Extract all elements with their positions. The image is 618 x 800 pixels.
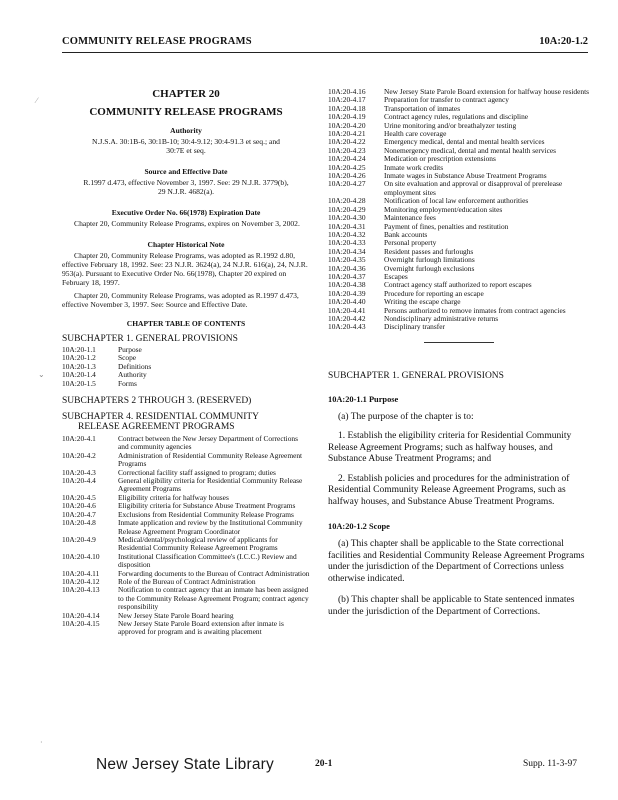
historical-note-p1: Chapter 20, Community Release Programs, was adopted as R.1992 d.80, effective February 18, 1992. See: 23 N.J.R. 3624(a), 24 N.J.R. 616(a), 24, N.J.R. 953(a). Pursuant to Executive Order No. 66(1978), Chapter 20 expired on February 18, 1997. [62, 251, 308, 287]
toc-section-title: Nondisciplinary administrative returns [384, 313, 499, 323]
margin-mark: ⌄ [38, 370, 45, 379]
chapter-title: COMMUNITY RELEASE PROGRAMS [89, 106, 283, 118]
toc-section-number: 10A:20-4.25 [328, 162, 366, 172]
historical-note-heading: Chapter Historical Note [147, 240, 225, 249]
authority-text: N.J.S.A. 30:1B-6, 30:1B-10; 30:4-9.12; 30:4-91.3 et seq.; and 30:7E et seq. [92, 137, 280, 155]
header-code: 10A:20-1.2 [539, 36, 588, 47]
toc-section-title: Institutional Classification Committee's (I.C.C.) Review and disposition [118, 551, 297, 570]
toc-section-number: 10A:20-4.31 [328, 221, 366, 231]
supplement-date: Supp. 11-3-97 [523, 759, 578, 769]
toc-section-title: Medication or prescription extensions [384, 154, 496, 164]
toc-section-title: Transportation of inmates [384, 103, 461, 113]
toc-section-title: General eligibility criteria for Residential Community Release Agreement Programs [118, 476, 303, 494]
toc-section-number: 10A:20-4.34 [328, 246, 366, 256]
toc-section-title: Resident passes and furloughs [384, 246, 474, 256]
toc-section-number: 10A:20-4.10 [62, 551, 100, 561]
section-1-1-item-2: 2. Establish policies and procedures for the administration of Residential Community Release Agreement Programs, such as halfway houses, and Substance Abuse Treatment Programs. [328, 473, 570, 507]
toc-section-number: 10A:20-4.41 [328, 305, 366, 315]
subchapter-1-list [62, 346, 310, 388]
toc-section-number: 10A:20-4.26 [328, 171, 366, 181]
toc-section-title: Forms [118, 378, 137, 388]
exec-order-text: Chapter 20, Community Release Programs, expires on November 3, 2002. [74, 219, 300, 228]
toc-section-number: 10A:20-4.20 [328, 120, 366, 130]
toc-section-title: Procedure for reporting an escape [384, 288, 484, 298]
subchapter-4-list [62, 435, 310, 637]
source-heading: Source and Effective Date [144, 167, 228, 176]
toc-section-number: 10A:20-4.18 [328, 103, 366, 113]
toc-section-number: 10A:20-4.36 [328, 263, 366, 273]
toc-section-title: New Jersey State Parole Board extension after inmate is approved for program and is awaiting placement [118, 618, 284, 637]
toc-section-number: 10A:20-4.39 [328, 288, 366, 298]
toc-heading: CHAPTER TABLE OF CONTENTS [126, 319, 246, 328]
toc-section-number: 10A:20-4.22 [328, 137, 366, 147]
toc-section-title: Nonemergency medical, dental and mental health services [384, 145, 557, 155]
toc-section-title: Scope [118, 353, 137, 363]
toc-section-number: 10A:20-4.21 [328, 129, 366, 139]
section-1-2-heading: 10A:20-1.2 Scope [328, 522, 390, 532]
subchapter-1-title: SUBCHAPTER 1. GENERAL PROVISIONS [328, 370, 504, 381]
toc-section-number: 10A:20-4.40 [328, 297, 366, 307]
toc-section-number: 10A:20-4.32 [328, 229, 366, 239]
subchapter-4-list-continued [328, 88, 590, 332]
margin-mark: · [40, 738, 43, 747]
section-1-2-b: (b) This chapter shall be applicable to State sentenced inmates under the jurisdiction of the Department of Corrections. [328, 595, 575, 617]
toc-section-title: New Jersey State Parole Board hearing [118, 610, 234, 620]
chapter-number: CHAPTER 20 [152, 88, 220, 100]
source-text: R.1997 d.473, effective November 3, 1997. See: 29 N.J.R. 3779(b), 29 N.J.R. 4682(a). [83, 178, 289, 196]
toc-section-number: 10A:20-4.23 [328, 145, 366, 155]
historical-note-p2: Chapter 20, Community Release Programs, was adopted as R.1997 d.473, effective November 3, 1997. See: Source and Effective Date. [62, 291, 299, 309]
toc-section-number: 10A:20-4.43 [328, 322, 366, 332]
toc-section-title: Maintenance fees [384, 213, 436, 223]
section-1-1-a: (a) The purpose of the chapter is to: [338, 411, 474, 422]
toc-section-title: Writing the escape charge [384, 297, 461, 307]
toc-section-number: 10A:20-4.12 [62, 576, 100, 586]
toc-section-number: 10A:20-4.19 [328, 112, 366, 122]
toc-section-number: 10A:20-4.29 [328, 204, 366, 214]
page-number: 20-1 [315, 759, 333, 769]
toc-section-title: Disciplinary transfer [384, 322, 445, 332]
section-1-1-item-1: 1. Establish the eligibility criteria for Residential Community Release Agreement Programs; such as halfway houses, and Substance Abuse Treatment Programs; and [328, 431, 572, 465]
toc-section-title: Overnight furlough exclusions [384, 263, 475, 273]
toc-section-title: Purpose [118, 345, 142, 354]
right-column [328, 88, 590, 618]
toc-section-number: 10A:20-1.2 [62, 353, 96, 363]
toc-section-number: 10A:20-4.5 [62, 492, 96, 502]
toc-section-title: Escapes [384, 271, 408, 281]
toc-section-number: 10A:20-4.16 [328, 87, 366, 96]
margin-mark: ⁄ [36, 96, 38, 105]
toc-section-title: Payment of fines, penalties and restitution [384, 221, 509, 231]
toc-section-title: Persons authorized to remove inmates from contract agencies [384, 305, 566, 315]
toc-section-number: 10A:20-4.27 [328, 179, 366, 189]
section-1-1-heading: 10A:20-1.1 Purpose [328, 394, 399, 404]
toc-section-number: 10A:20-1.4 [62, 370, 96, 380]
toc-section-title: Eligibility criteria for halfway houses [118, 492, 229, 502]
toc-section-title: Inmate work credits [384, 162, 444, 172]
toc-section-title: Preparation for transfer to contract agency [384, 95, 509, 105]
toc-section-title: Definitions [118, 361, 152, 371]
toc-section-title: Medical/dental/psychological review of applicants for Residential Community Release Agreement Programs [118, 534, 278, 553]
toc-section-title: Notification of local law enforcement authorities [384, 196, 529, 206]
toc-section-title: Contract between the New Jersey Department of Corrections and community agencies [118, 434, 298, 452]
toc-section-number: 10A:20-4.42 [328, 313, 366, 323]
toc-section-title: Overnight furlough limitations [384, 255, 475, 265]
subchapter-4-heading-cont: RELEASE AGREEMENT PROGRAMS [78, 422, 235, 433]
header-title: COMMUNITY RELEASE PROGRAMS [62, 36, 252, 47]
toc-section-title: Administration of Residential Community Release Agreement Programs [118, 450, 303, 469]
toc-section-number: 10A:20-4.35 [328, 255, 366, 265]
running-header [62, 36, 588, 53]
toc-section-title: Authority [118, 370, 147, 380]
divider [424, 342, 494, 343]
toc-section-number: 10A:20-1.5 [62, 378, 96, 388]
toc-section-number: 10A:20-4.11 [62, 568, 100, 578]
library-stamp: New Jersey State Library [96, 756, 274, 773]
left-column [62, 88, 310, 637]
toc-section-title: Exclusions from Residential Community Release Programs [118, 509, 294, 519]
toc-section-number: 10A:20-4.6 [62, 501, 96, 511]
toc-section-number: 10A:20-4.2 [62, 450, 96, 460]
toc-section-number: 10A:20-4.13 [62, 585, 100, 595]
toc-section-title: Forwarding documents to the Bureau of Contract Administration [118, 568, 310, 578]
toc-section-number: 10A:20-4.30 [328, 213, 366, 223]
toc-section-title: New Jersey State Parole Board extension for halfway house residents [384, 87, 590, 96]
toc-section-number: 10A:20-4.15 [62, 618, 100, 628]
section-1-2-a: (a) This chapter shall be applicable to the State correctional facilities and Residential Community Release Agreement Programs under the jurisdiction of the Department of Corrections unless otherwise indicated. [328, 539, 585, 584]
toc-section-title: Inmate wages in Substance Abuse Treatment Programs [384, 171, 547, 181]
toc-section-title: Contract agency staff authorized to report escapes [384, 280, 532, 290]
toc-section-title: Health care coverage [384, 129, 447, 139]
toc-section-number: 10A:20-4.8 [62, 518, 96, 528]
toc-section-title: Bank accounts [384, 229, 428, 239]
toc-section-number: 10A:20-4.7 [62, 509, 96, 519]
toc-section-title: Urine monitoring and/or breathalyzer testing [384, 120, 517, 130]
toc-section-title: Inmate application and review by the Institutional Community Release Agreement Program Coordinator [118, 518, 303, 536]
subchapter-1-heading: SUBCHAPTER 1. GENERAL PROVISIONS [62, 334, 238, 344]
toc-section-number: 10A:20-4.28 [328, 196, 366, 206]
toc-section-title: Notification to contract agency that an inmate has been assigned to the Community Release Agreement Program; contract agency responsibility [118, 585, 309, 612]
toc-section-number: 10A:20-1.1 [62, 345, 96, 354]
toc-section-title: Contract agency rules, regulations and discipline [384, 112, 529, 122]
subchapter-4-heading: SUBCHAPTER 4. RESIDENTIAL COMMUNITY [62, 412, 260, 423]
toc-section-number: 10A:20-4.37 [328, 271, 366, 281]
exec-order-heading: Executive Order No. 66(1978) Expiration Date [111, 208, 261, 217]
toc-section-title: On site evaluation and approval or disapproval of prerelease employment sites [384, 179, 563, 197]
toc-section-title: Correctional facility staff assigned to program; duties [118, 467, 276, 477]
toc-section-number: 10A:20-4.33 [328, 238, 366, 248]
toc-section-title: Monitoring employment/education sites [384, 204, 503, 214]
toc-section-number: 10A:20-1.3 [62, 361, 96, 371]
toc-section-number: 10A:20-4.3 [62, 467, 96, 477]
toc-section-number: 10A:20-4.4 [62, 476, 96, 486]
toc-section-number: 10A:20-4.9 [62, 534, 96, 544]
toc-section-number: 10A:20-4.38 [328, 280, 366, 290]
toc-section-title: Role of the Bureau of Contract Administration [118, 576, 256, 586]
authority-heading: Authority [170, 126, 202, 135]
toc-section-number: 10A:20-4.14 [62, 610, 100, 620]
toc-section-title: Emergency medical, dental and mental health services [384, 137, 545, 147]
subchapters-2-3-heading: SUBCHAPTERS 2 THROUGH 3. (RESERVED) [62, 396, 252, 407]
toc-section-number: 10A:20-4.1 [62, 434, 96, 444]
toc-section-title: Eligibility criteria for Substance Abuse Treatment Programs [118, 501, 296, 511]
toc-section-title: Personal property [384, 238, 437, 248]
toc-section-number: 10A:20-4.24 [328, 154, 366, 164]
toc-section-number: 10A:20-4.17 [328, 95, 366, 105]
